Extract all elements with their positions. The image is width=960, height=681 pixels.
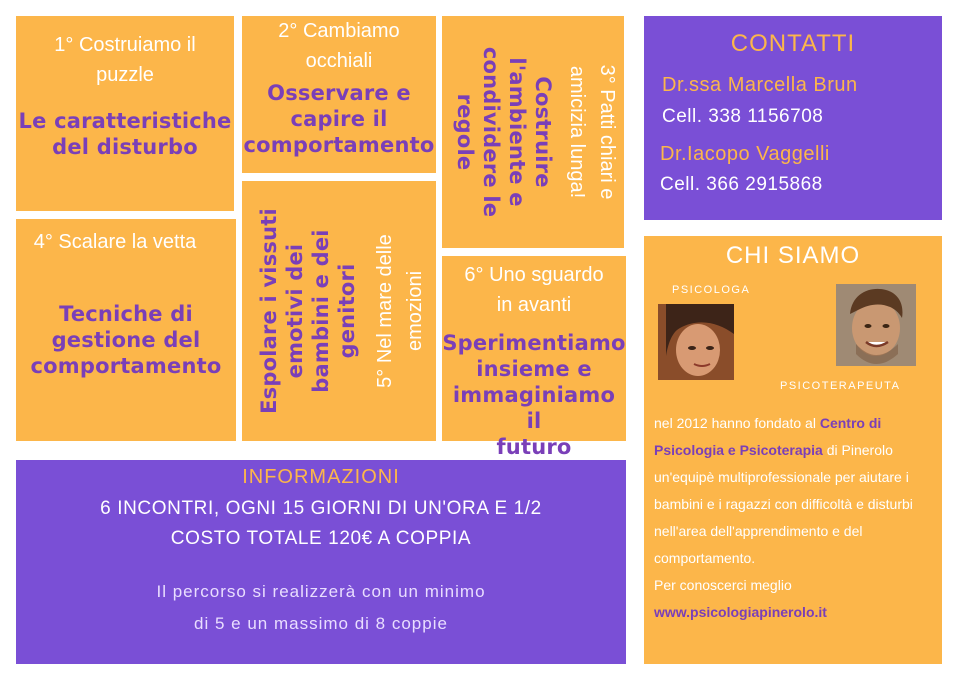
step1-card	[16, 16, 234, 211]
website-link[interactable]: www.psicologiapinerolo.it	[654, 604, 827, 620]
contact-name-1: Dr.ssa Marcella Brun	[662, 74, 858, 96]
step4-heading: 4° Scalare la vetta	[33, 231, 197, 253]
center-name: Centro di Psicologia e Psicoterapia	[654, 415, 882, 458]
step2-subtitle: Osservare e capire il comportamento	[243, 81, 435, 157]
info-cost: COSTO TOTALE 120€ A COPPIA	[170, 528, 472, 549]
contacts-panel	[644, 16, 942, 220]
step3-rotated-text	[442, 16, 624, 248]
step2-heading: 2° Cambiamo occhiali	[278, 20, 400, 72]
photo-psicoterapeuta	[836, 284, 916, 366]
role-psicoterapeuta: PSICOTERAPEUTA	[780, 380, 901, 392]
info-title: INFORMAZIONI	[242, 466, 400, 488]
avatar-woman-icon	[658, 304, 734, 380]
step5-card	[242, 181, 436, 441]
step5-heading: 5° Nel mare delle emozioni	[374, 234, 426, 388]
avatar-man-icon	[836, 284, 916, 366]
step6-card	[442, 256, 626, 459]
step3-heading: 3° Patti chiari e amicizia lunga!	[566, 64, 618, 200]
info-note: Il percorso si realizzerà con un minimo di 5 e un massimo di 8 coppie	[156, 582, 486, 633]
about-title: CHI SIAMO	[725, 242, 861, 269]
step3-card	[442, 16, 624, 248]
contacts-title: CONTATTI	[730, 30, 856, 57]
step2-card	[242, 16, 436, 173]
about-more: Per conoscerci meglio	[654, 577, 792, 593]
step1-subtitle: Le caratteristiche del disturbo	[18, 109, 232, 159]
step5-subtitle: Espolare i vissuti emotivi dei bambini e dei genitori	[257, 208, 359, 414]
role-psicologa: PSICOLOGA	[672, 284, 751, 296]
step4-card	[16, 219, 236, 441]
photo-psicologa	[658, 304, 734, 380]
about-panel	[644, 236, 942, 664]
step6-subtitle: Sperimentiamo insieme e immaginiamo il futuro	[442, 331, 626, 459]
info-meetings: 6 INCONTRI, OGNI 15 GIORNI DI UN'ORA E 1/2	[100, 498, 542, 519]
step6-heading: 6° Uno sguardo in avanti	[464, 264, 604, 316]
step1-heading: 1° Costruiamo il puzzle	[54, 34, 196, 86]
about-text: nel 2012 hanno fondato al Centro di Psicologia e Psicoterapia di Pinerolo un'equipè multiprofessionale per aiutare i bambini e i ragazzi con difficoltà e disturbi nell'area dell'apprendimento e del comportamento. Per conoscerci meglio www.psicologiapinerolo.it	[654, 415, 913, 620]
contact-phone-1[interactable]: Cell. 338 1156708	[662, 106, 824, 127]
info-panel	[16, 460, 626, 664]
step4-subtitle: Tecniche di gestione del comportamento	[30, 302, 222, 378]
contact-name-2: Dr.Iacopo Vaggelli	[660, 143, 830, 165]
step5-rotated-text	[242, 181, 436, 441]
contact-phone-2[interactable]: Cell. 366 2915868	[660, 174, 823, 195]
step3-subtitle: Costruire l'ambiente e condividere le regole	[453, 46, 555, 218]
